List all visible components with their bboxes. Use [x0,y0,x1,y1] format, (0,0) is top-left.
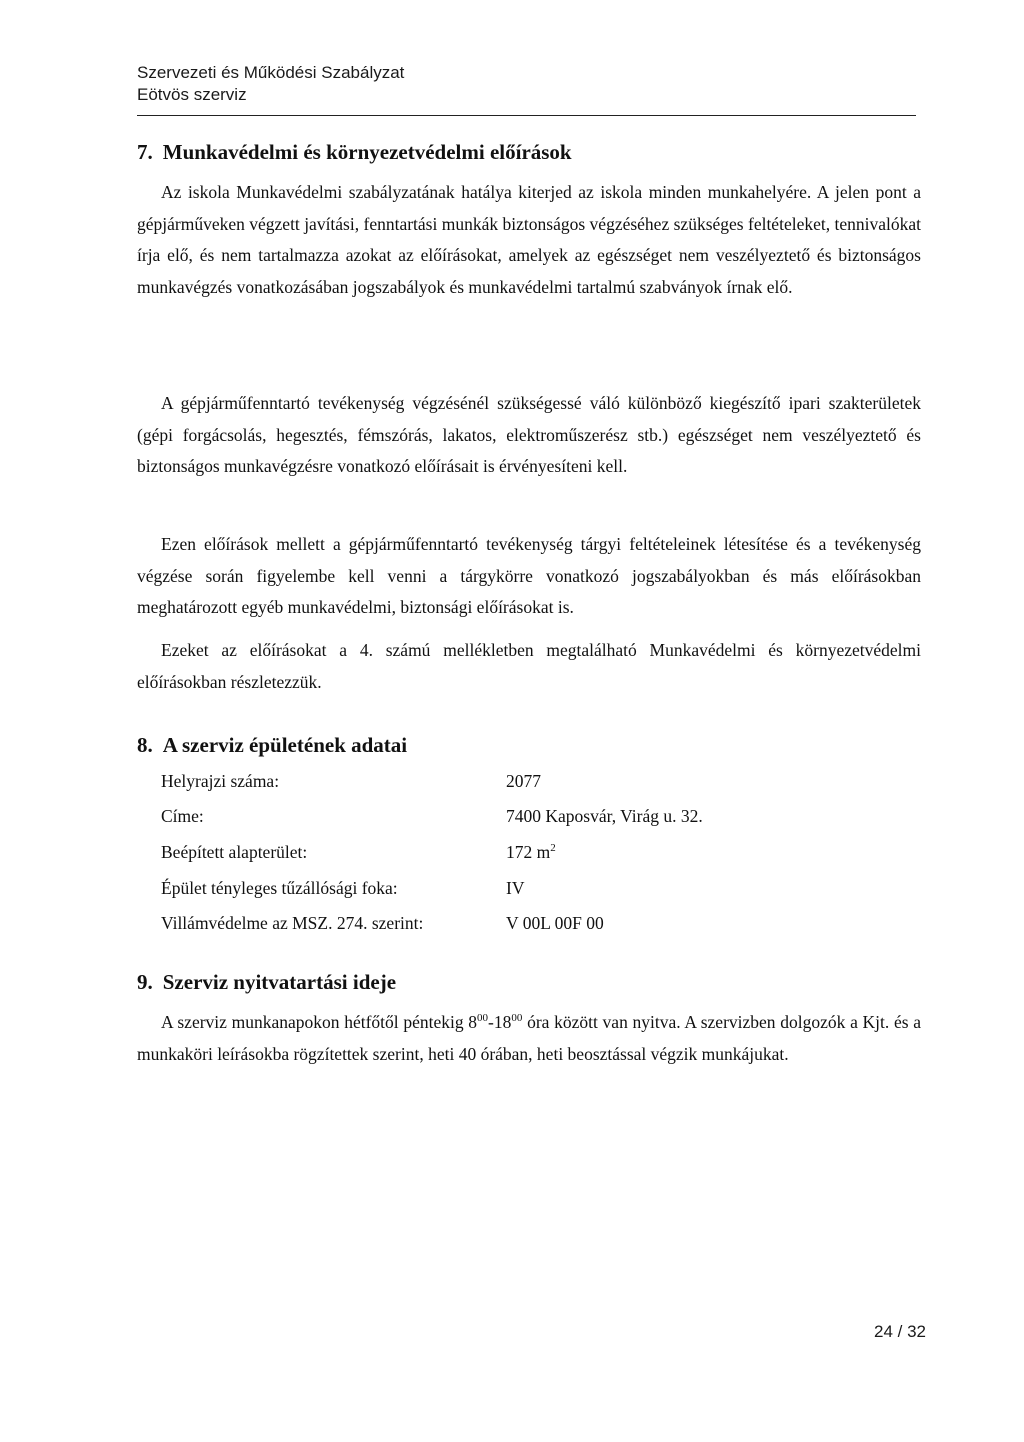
section-9-heading [137,970,396,995]
opening-hours-text-end: óra között van nyitva. A szervizben dolgozók a Kjt. és a munkaköri leírásokba rögzítettek szerint, heti 40 órában, heti beosztással végzik munkájukat. [137,1012,921,1064]
section-9-paragraph [137,1007,921,1070]
section-8-heading [137,733,407,758]
section-8-number: 8. [137,733,153,757]
running-header [137,62,916,106]
section-7-number: 7. [137,140,153,164]
header-title: Szervezeti és Működési Szabályzat [137,63,405,82]
building-data-value-area [506,842,556,863]
section-9-title: Szerviz nyitvatartási ideje [162,970,397,994]
section-7-paragraph-1: Az iskola Munkavédelmi szabályzatának hatálya kiterjed az iskola minden munkahelyére. A jelen pont a gépjárműveken végzett javítási, fenntartási munkák biztonságos végzéséhez szükséges feltételeket, tennivalókat írja elő, és nem tartalmazza azokat az előírásokat, amelyek az egészséget nem veszélyeztető és biztonságos munkavégzés vonatkozásában jogszabályok és munkavédelmi tartalmú szabványok írnak elő. [137,182,921,297]
section-7-paragraph-2: A gépjárműfenntartó tevékenység végzésénél szükségessé váló különböző kiegészítő ipari szakterületek (gépi forgácsolás, hegesztés, fémszórás, lakatos, elektroműszerész stb.) egészséget nem veszélyeztető és biztonságos munkavégzésre vonatkozó előírásait is érvényesíteni kell. [137,393,921,476]
opening-minutes: 00 [477,1012,489,1025]
section-7-title: Munkavédelmi és környezetvédelmi előírások [162,140,572,164]
section-7-paragraph-4: Ezeket az előírásokat a 4. számú mellékletben megtalálható Munkavédelmi és környezetvédelmi előírásokban részletezzük. [137,640,921,692]
section-9-number: 9. [137,970,153,994]
header-subtitle: Eötvös szerviz [137,85,247,104]
area-value: 172 m [506,842,551,862]
section-7-paragraph-3: Ezen előírások mellett a gépjárműfenntartó tevékenység tárgyi feltételeinek létesítése és a tevékenység végzése során figyelembe kell venni a tárgykörre vonatkozó jogszabályokban és más előírásokban meghatározott egyéb munkavédelmi, biztonsági előírásokat is. [137,534,921,617]
building-data-label: Épület tényleges tűzállósági foka: [161,878,398,898]
building-data-label: Villámvédelme az MSZ. 274. szerint: [161,913,424,933]
opening-hours-text-start: A szerviz munkanapokon hétfőtől péntekig 8 [161,1012,478,1032]
building-data-value: 2077 [506,771,541,791]
header-divider [137,115,916,116]
area-unit-exponent: 2 [550,842,556,855]
closing-minutes: 00 [511,1012,523,1025]
building-data-label: Címe: [161,806,204,826]
building-data-value: IV [506,878,525,898]
section-8-title: A szerviz épületének adatai [162,733,408,757]
building-data-label: Beépített alapterület: [161,842,308,862]
section-7-heading [137,140,572,165]
building-data-label: Helyrajzi száma: [161,771,280,791]
opening-hours-dash: -18 [488,1012,512,1032]
page-number: 24 / 32 [874,1322,926,1341]
building-data-value: 7400 Kaposvár, Virág u. 32. [506,806,703,826]
building-data-value: V 00L 00F 00 [506,913,604,933]
